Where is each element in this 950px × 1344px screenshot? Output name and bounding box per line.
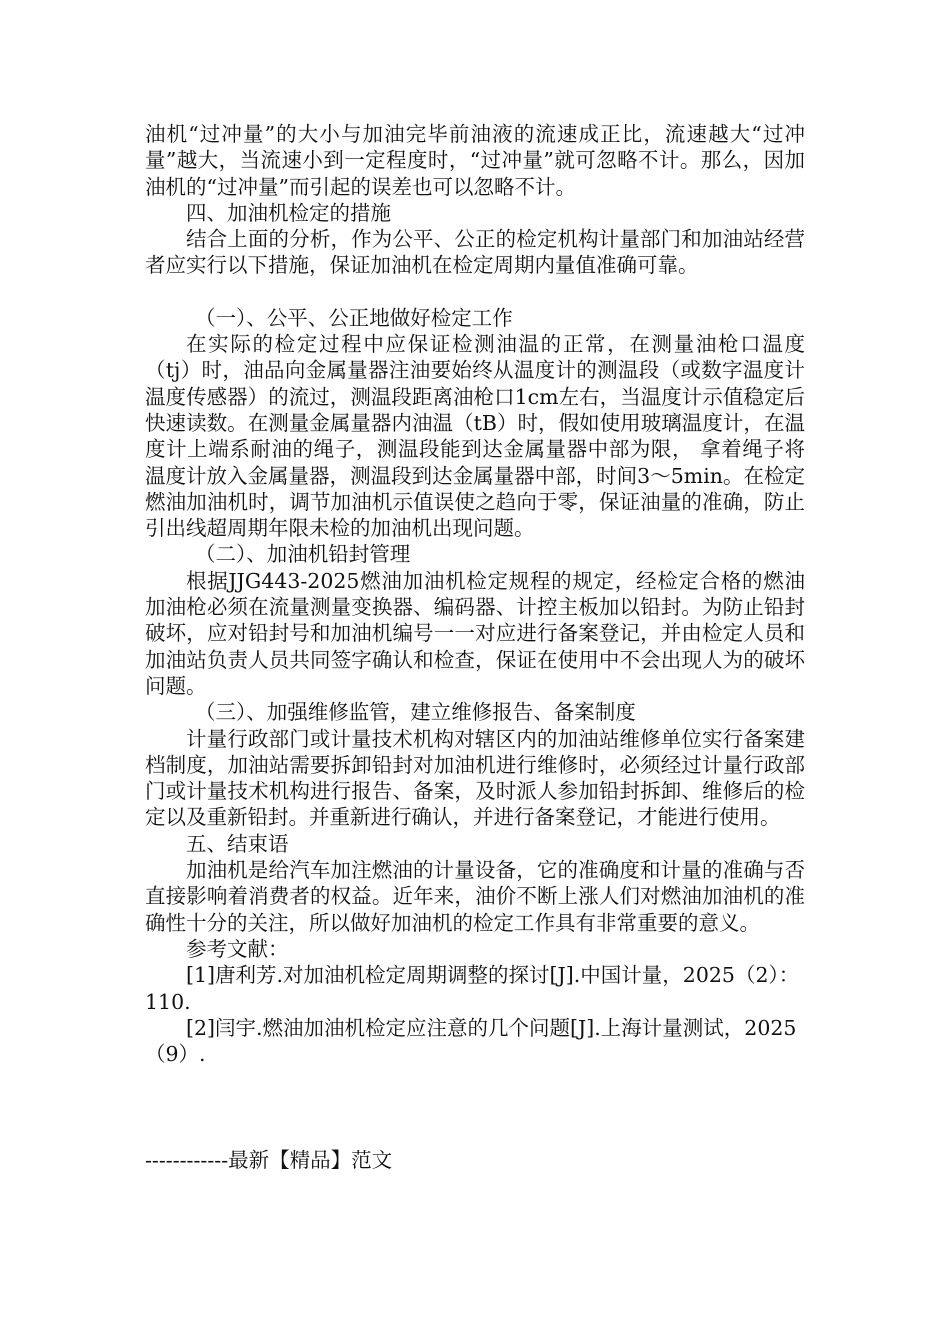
footer-text: ------------最新【精品】范文 — [145, 1148, 393, 1172]
subheading-4-3: （三）、加强维修监管，建立维修报告、备案制度 — [195, 700, 636, 725]
paragraph-section-4: 结合上面的分析，作为公平、公正的检定机构计量部门和加油站经营者应实行以下措施，保证加油机在检定周期内量值准确可靠。 — [145, 227, 805, 278]
section-heading-5: 五、结束语 — [186, 831, 289, 856]
references-title: 参考文献： — [186, 936, 289, 961]
document-body — [145, 121, 805, 1067]
reference-2: [2]闫宇.燃油加油机检定应注意的几个问题[J].上海计量测试，2025（9）. — [145, 1015, 797, 1067]
paragraph-4-3: 计量行政部门或计量技术机构对辖区内的加油站维修单位实行备案建档制度，加油站需要拆卸铅封对加油机进行维修时，必须经过计量行政部门或计量技术机构进行报告、备案，及时派人参加铅封拆卸、维修后的检定以及重新铅封。并重新进行确认，并进行备案登记，才能进行使用。 — [145, 726, 805, 830]
paragraph-4-1: 在实际的检定过程中应保证检测油温的正常，在测量油枪口温度（tj）时，油品向金属量器注油要始终从温度计的测温段（或数字温度计温度传感器）的流过，测温段距离油枪口1cm左右，当温度计示值稳定后快速读数。在测量金属量器内油温（tB）时，假如使用玻璃温度计，在温度计上端系耐油的绳子，测温段能到达金属量器中部为限， 拿着绳子将温度计放入金属量器，测温段到达金属量器中部，时间3～5min。在检定燃油加油机时，调节加油机示值误使之趋向于零，保证油量的准确，防止引出线超周期年限未检的加油机出现问题。 — [145, 332, 805, 541]
section-heading-4: 四、加油机检定的措施 — [186, 200, 391, 225]
subheading-4-2: （二）、加油机铅封管理 — [195, 542, 411, 567]
reference-1: [1]唐利芳.对加油机检定周期调整的探讨[J].中国计量，2025（2）：110. — [145, 963, 800, 1014]
blank-line — [145, 279, 805, 305]
paragraph-continued: 油机“过冲量”的大小与加油完毕前油液的流速成正比，流速越大“过冲量”越大，当流速小到一定程度时，“过冲量”就可忽略不计。那么，因加油机的“过冲量”而引起的误差也可以忽略不计。 — [145, 122, 805, 199]
paragraph-section-5: 加油机是给汽车加注燃油的计量设备，它的准确度和计量的准确与否直接影响着消费者的权益。近年来，油价不断上涨人们对燃油加油机的准确性十分的关注，所以做好加油机的检定工作具有非常重要的意义。 — [145, 858, 805, 935]
subheading-4-1: （一）、公平、公正地做好检定工作 — [195, 305, 513, 330]
paragraph-4-2: 根据JJG443-2025燃油加油机检定规程的规定，经检定合格的燃油加油枪必须在流量测量变换器、编码器、计控主板加以铅封。为防止铅封破坏，应对铅封号和加油机编号一一对应进行备案登记，并由检定人员和加油站负责人员共同签字确认和检查，保证在使用中不会出现人为的破坏问题。 — [145, 568, 805, 698]
